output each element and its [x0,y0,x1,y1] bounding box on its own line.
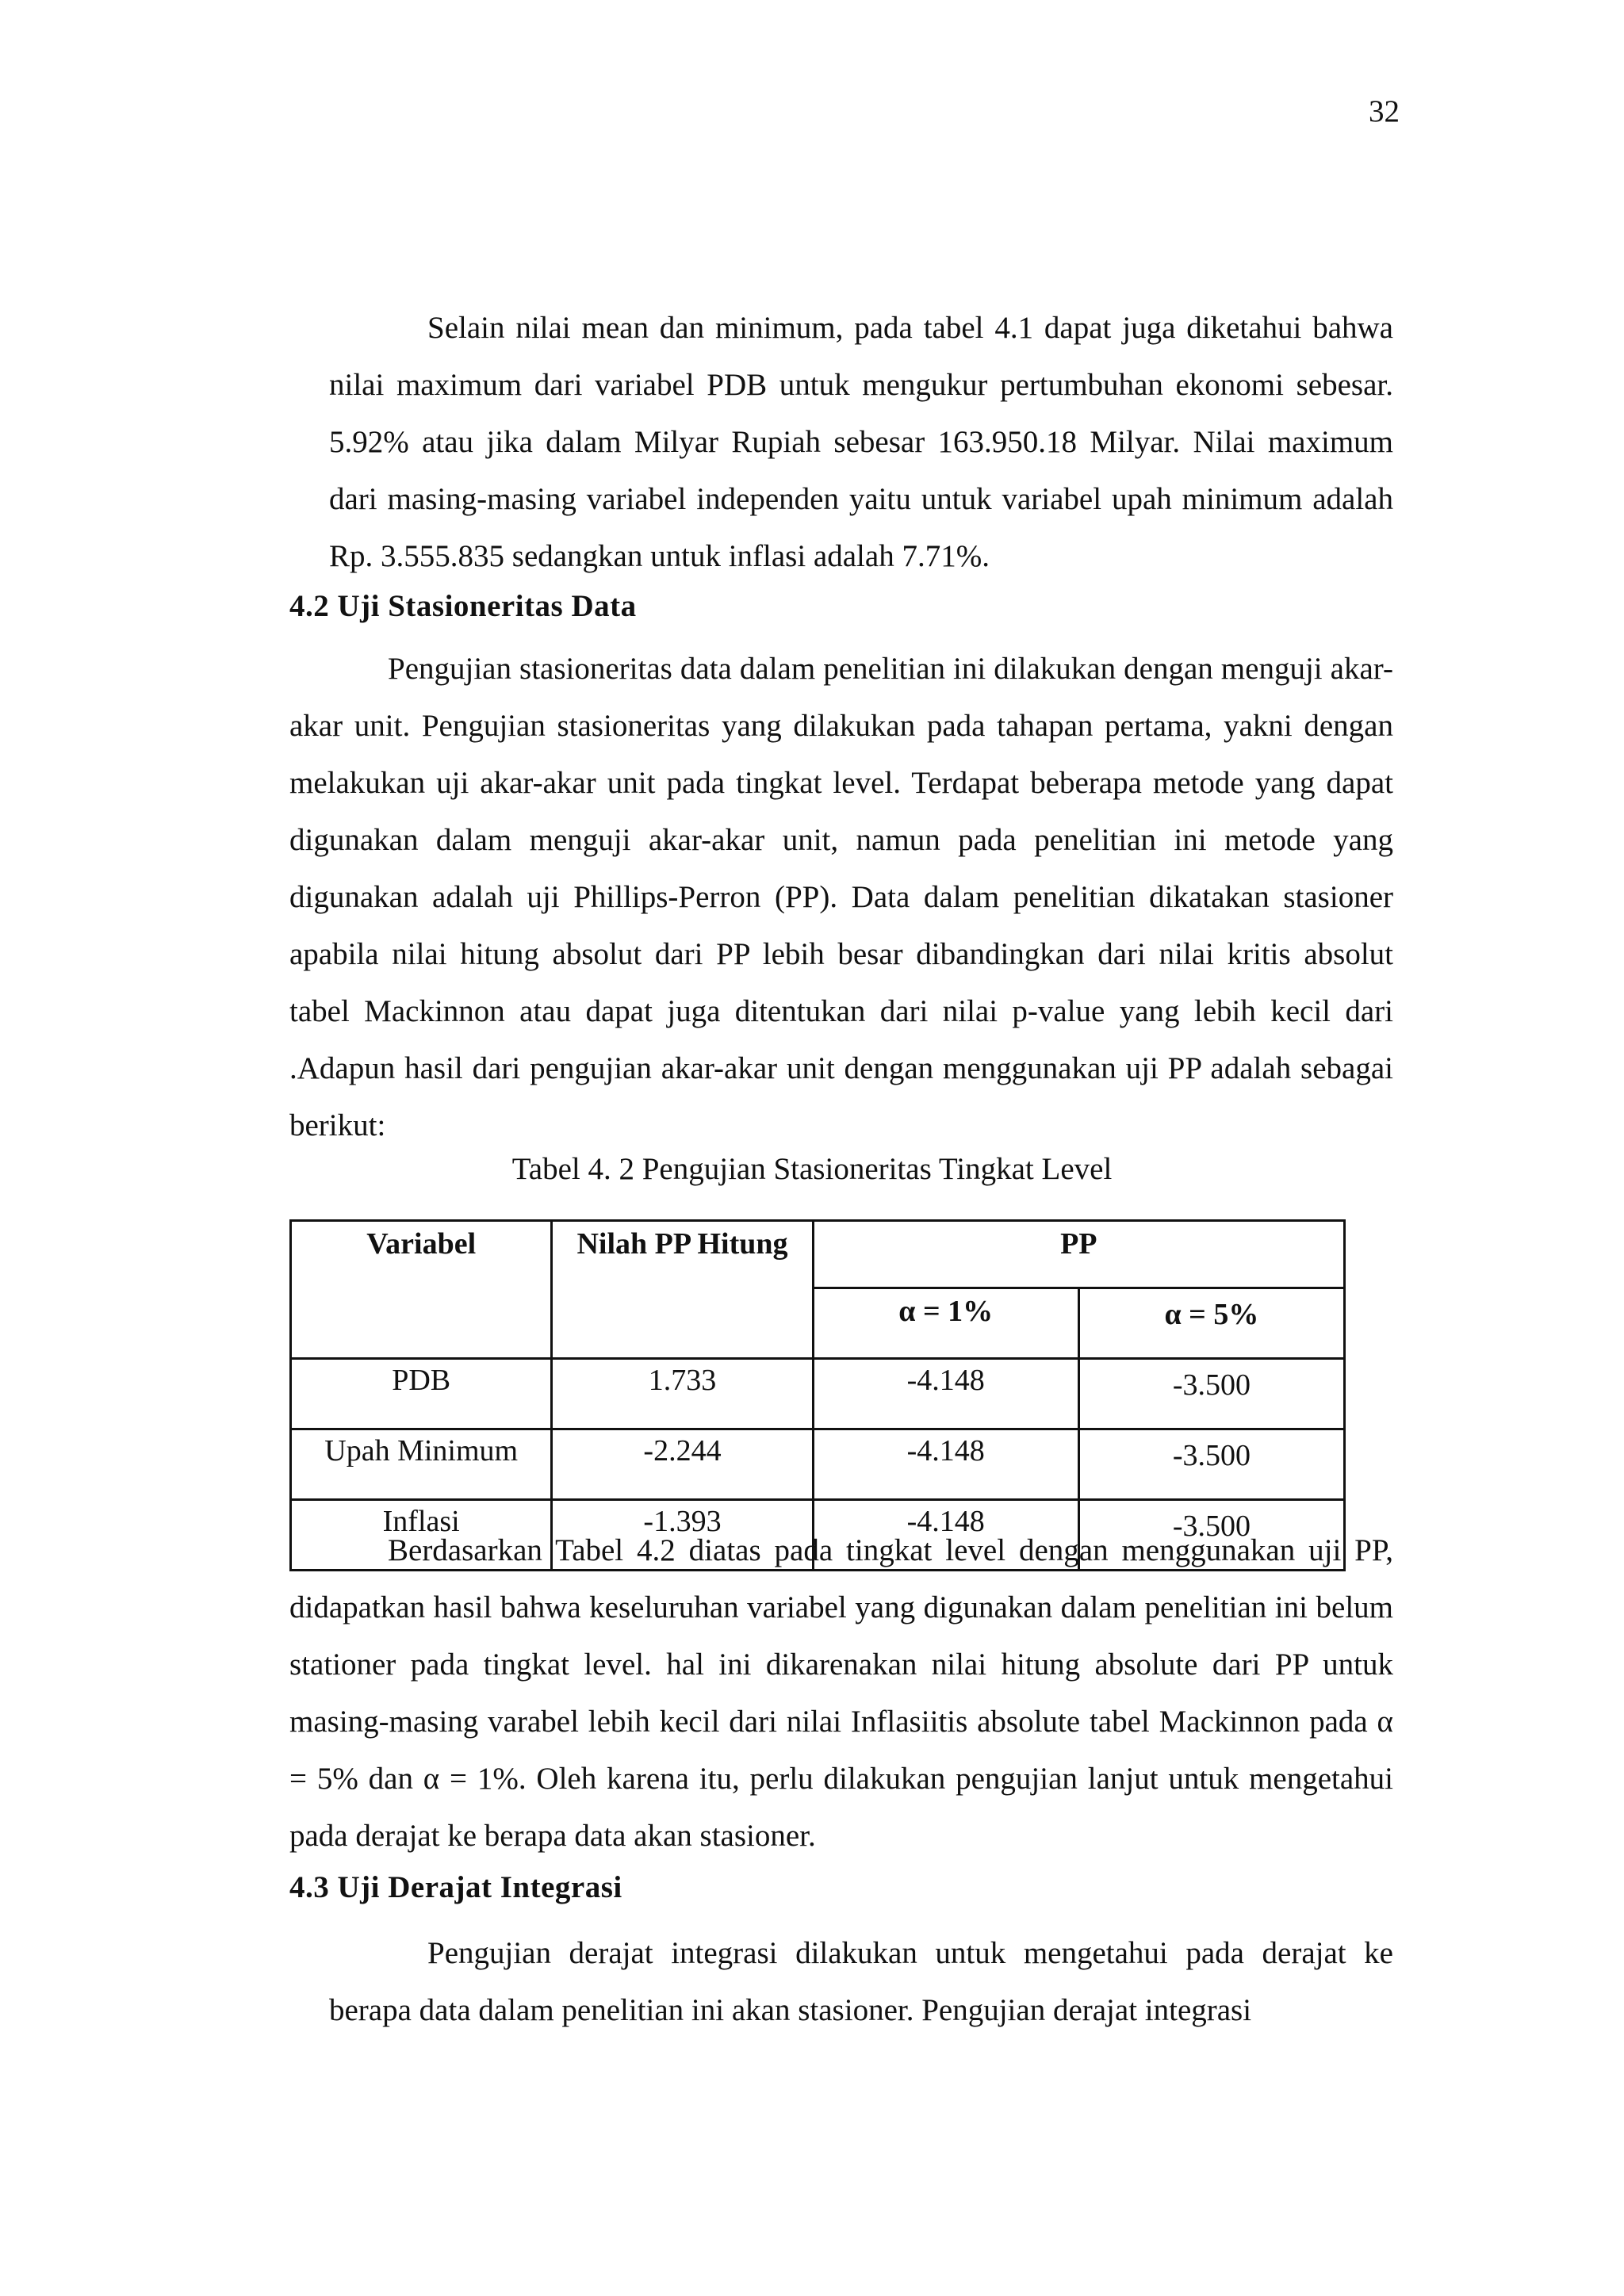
cell-nilai-pp: -2.244 [552,1429,813,1500]
paragraph-4 [329,1925,1393,2039]
section-heading-4-2: 4.2 Uji Stasioneritas Data [289,589,637,623]
paragraph-3-text: Berdasarkan Tabel 4.2 diatas pada tingkat level dengan menggunakan uji PP, didapatkan hasil bahwa keseluruhan variabel yang digunakan dalam penelitian ini belum stationer pada tingkat level. hal ini dikarenakan nilai hitung absolute dari PP untuk masing-masing varabel lebih kecil dari nilai Inflasiitis absolute tabel Mackinnon pada α = 5% dan α = 1%. Oleh karena itu, perlu dilakukan pengujian lanjut untuk mengetahui pada derajat ke berapa data akan stasioner. [289,1533,1393,1853]
cell-variabel: Inflasi [291,1500,552,1571]
cell-alpha-5: -3.500 [1078,1359,1344,1429]
cell-alpha-1: -4.148 [813,1429,1078,1500]
cell-variabel: Upah Minimum [291,1429,552,1500]
paragraph-2 [289,641,1393,1154]
header-pp: PP [813,1221,1344,1288]
cell-alpha-5: -3.500 [1078,1500,1344,1571]
section-heading-4-3: 4.3 Uji Derajat Integrasi [289,1870,622,1904]
header-variabel: Variabel [291,1221,552,1359]
paragraph-4-text: Pengujian derajat integrasi dilakukan untuk mengetahui pada derajat ke berapa data dalam penelitian ini akan stasioner. Pengujian derajat integrasi [329,1936,1393,2027]
cell-alpha-1: -4.148 [813,1359,1078,1429]
table-caption: Tabel 4. 2 Pengujian Stasioneritas Tingkat Level [511,1152,1113,1186]
paragraph-1 [329,300,1393,585]
cell-alpha-5: -3.500 [1078,1429,1344,1500]
cell-nilai-pp: -1.393 [552,1500,813,1571]
paragraph-3 [289,1522,1393,1865]
stationarity-table [289,1219,1346,1571]
table-row [291,1429,1345,1500]
table-header-row [291,1221,1345,1288]
cell-alpha-1: -4.148 [813,1500,1078,1571]
cell-nilai-pp: 1.733 [552,1359,813,1429]
header-nilai-pp: Nilah PP Hitung [552,1221,813,1359]
paragraph-1-text: Selain nilai mean dan minimum, pada tabel 4.1 dapat juga diketahui bahwa nilai maximum dari variabel PDB untuk mengukur pertumbuhan ekonomi sebesar. 5.92% atau jika dalam Milyar Rupiah sebesar 163.950.18 Milyar. Nilai maximum dari masing-masing variabel independen yaitu untuk variabel upah minimum adalah Rp. 3.555.835 sedangkan untuk inflasi adalah 7.71%. [329,311,1393,573]
cell-variabel: PDB [291,1359,552,1429]
table-row [291,1359,1345,1429]
header-alpha-5: α = 5% [1078,1288,1344,1359]
paragraph-2-text: Pengujian stasioneritas data dalam penelitian ini dilakukan dengan menguji akar-akar unit. Pengujian stasioneritas yang dilakukan pada tahapan pertama, yakni dengan melakukan uji akar-akar unit pada tingkat level. Terdapat beberapa metode yang dapat digunakan dalam menguji akar-akar unit, namun pada penelitian ini metode yang digunakan adalah uji Phillips-Perron (PP). Data dalam penelitian dikatakan stasioner apabila nilai hitung absolut dari PP lebih besar dibandingkan dari nilai kritis absolut tabel Mackinnon atau dapat juga ditentukan dari nilai p-value yang lebih kecil dari .Adapun hasil dari pengujian akar-akar unit dengan menggunakan uji PP adalah sebagai berikut: [289,652,1393,1142]
header-alpha-1: α = 1% [813,1288,1078,1359]
page-number: 32 [1369,94,1400,128]
